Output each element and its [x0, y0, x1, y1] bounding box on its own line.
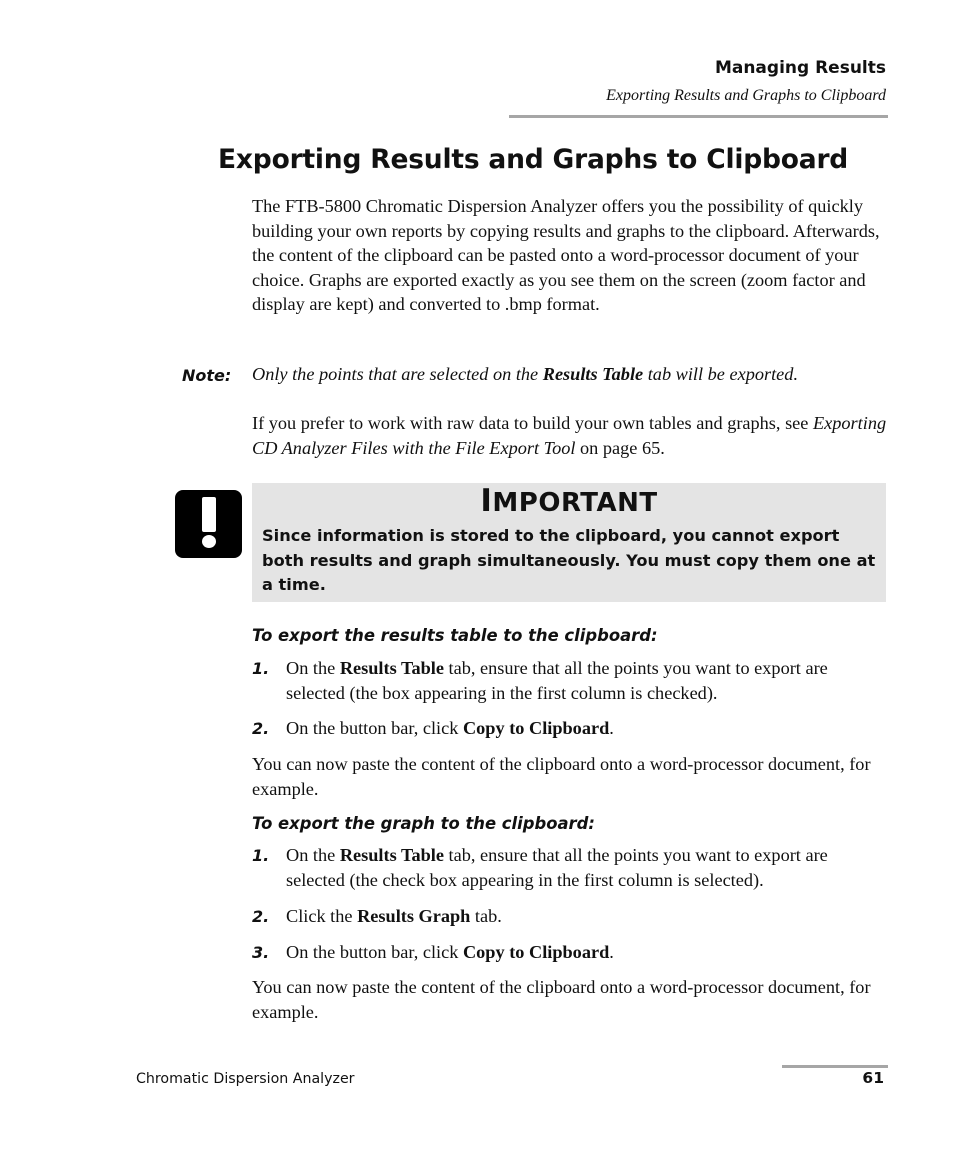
running-header-chapter: Managing Results: [714, 58, 886, 78]
step-text: Click the Results Graph tab.: [286, 906, 502, 926]
important-text: Since information is stored to the clipboard, you cannot export both results and graph simultaneously. You must copy them one at a time.: [262, 526, 876, 594]
exclamation-icon: [175, 490, 242, 558]
important-title: IMPORTANT: [480, 483, 658, 519]
step-number: 1.: [252, 846, 270, 865]
important-box: [252, 483, 886, 602]
step-number: 1.: [252, 659, 270, 678]
page-title: Exporting Results and Graphs to Clipboard: [218, 144, 849, 175]
note-label: Note:: [182, 366, 232, 385]
step-number: 2.: [252, 907, 270, 926]
step-text: On the Results Table tab, ensure that all the points you want to export are selected (the check box appearing in the first column is selected).: [286, 845, 828, 890]
procedure-heading-graph: To export the graph to the clipboard:: [252, 814, 595, 833]
header-divider: [509, 115, 888, 118]
step-text: On the button bar, click Copy to Clipboard.: [286, 942, 614, 962]
cross-reference-link[interactable]: Exporting CD Analyzer Files with the File Export Tool: [252, 413, 887, 458]
step-number: 2.: [252, 719, 270, 738]
step-text: On the button bar, click Copy to Clipboard.: [286, 718, 614, 738]
intro-paragraph: The FTB-5800 Chromatic Dispersion Analyzer offers you the possibility of quickly building your own reports by copying results and graphs to the clipboard. Afterwards, the content of the clipboard can be pasted onto a word-processor document of your choice. Graphs are exported exactly as you see them on the screen (zoom factor and display are kept) and converted to .bmp format.: [252, 196, 880, 315]
procedure-heading-table: To export the results table to the clipboard:: [252, 626, 658, 645]
step-number: 3.: [252, 943, 270, 962]
running-header-section: Exporting Results and Graphs to Clipboard: [606, 87, 886, 104]
raw-data-paragraph: If you prefer to work with raw data to build your own tables and graphs, see Exporting CD Analyzer Files with the File Export Tool on page 65.: [252, 413, 887, 458]
page-number: 61: [862, 1069, 884, 1087]
footer-divider: [782, 1065, 888, 1068]
result-paragraph: You can now paste the content of the clipboard onto a word-processor document, for example.: [252, 977, 871, 1022]
footer-product-name: Chromatic Dispersion Analyzer: [136, 1071, 355, 1087]
note-text: Only the points that are selected on the Results Table tab will be exported.: [252, 364, 799, 384]
result-paragraph: You can now paste the content of the clipboard onto a word-processor document, for example.: [252, 754, 871, 799]
step-text: On the Results Table tab, ensure that all the points you want to export are selected (the box appearing in the first column is checked).: [286, 658, 828, 703]
